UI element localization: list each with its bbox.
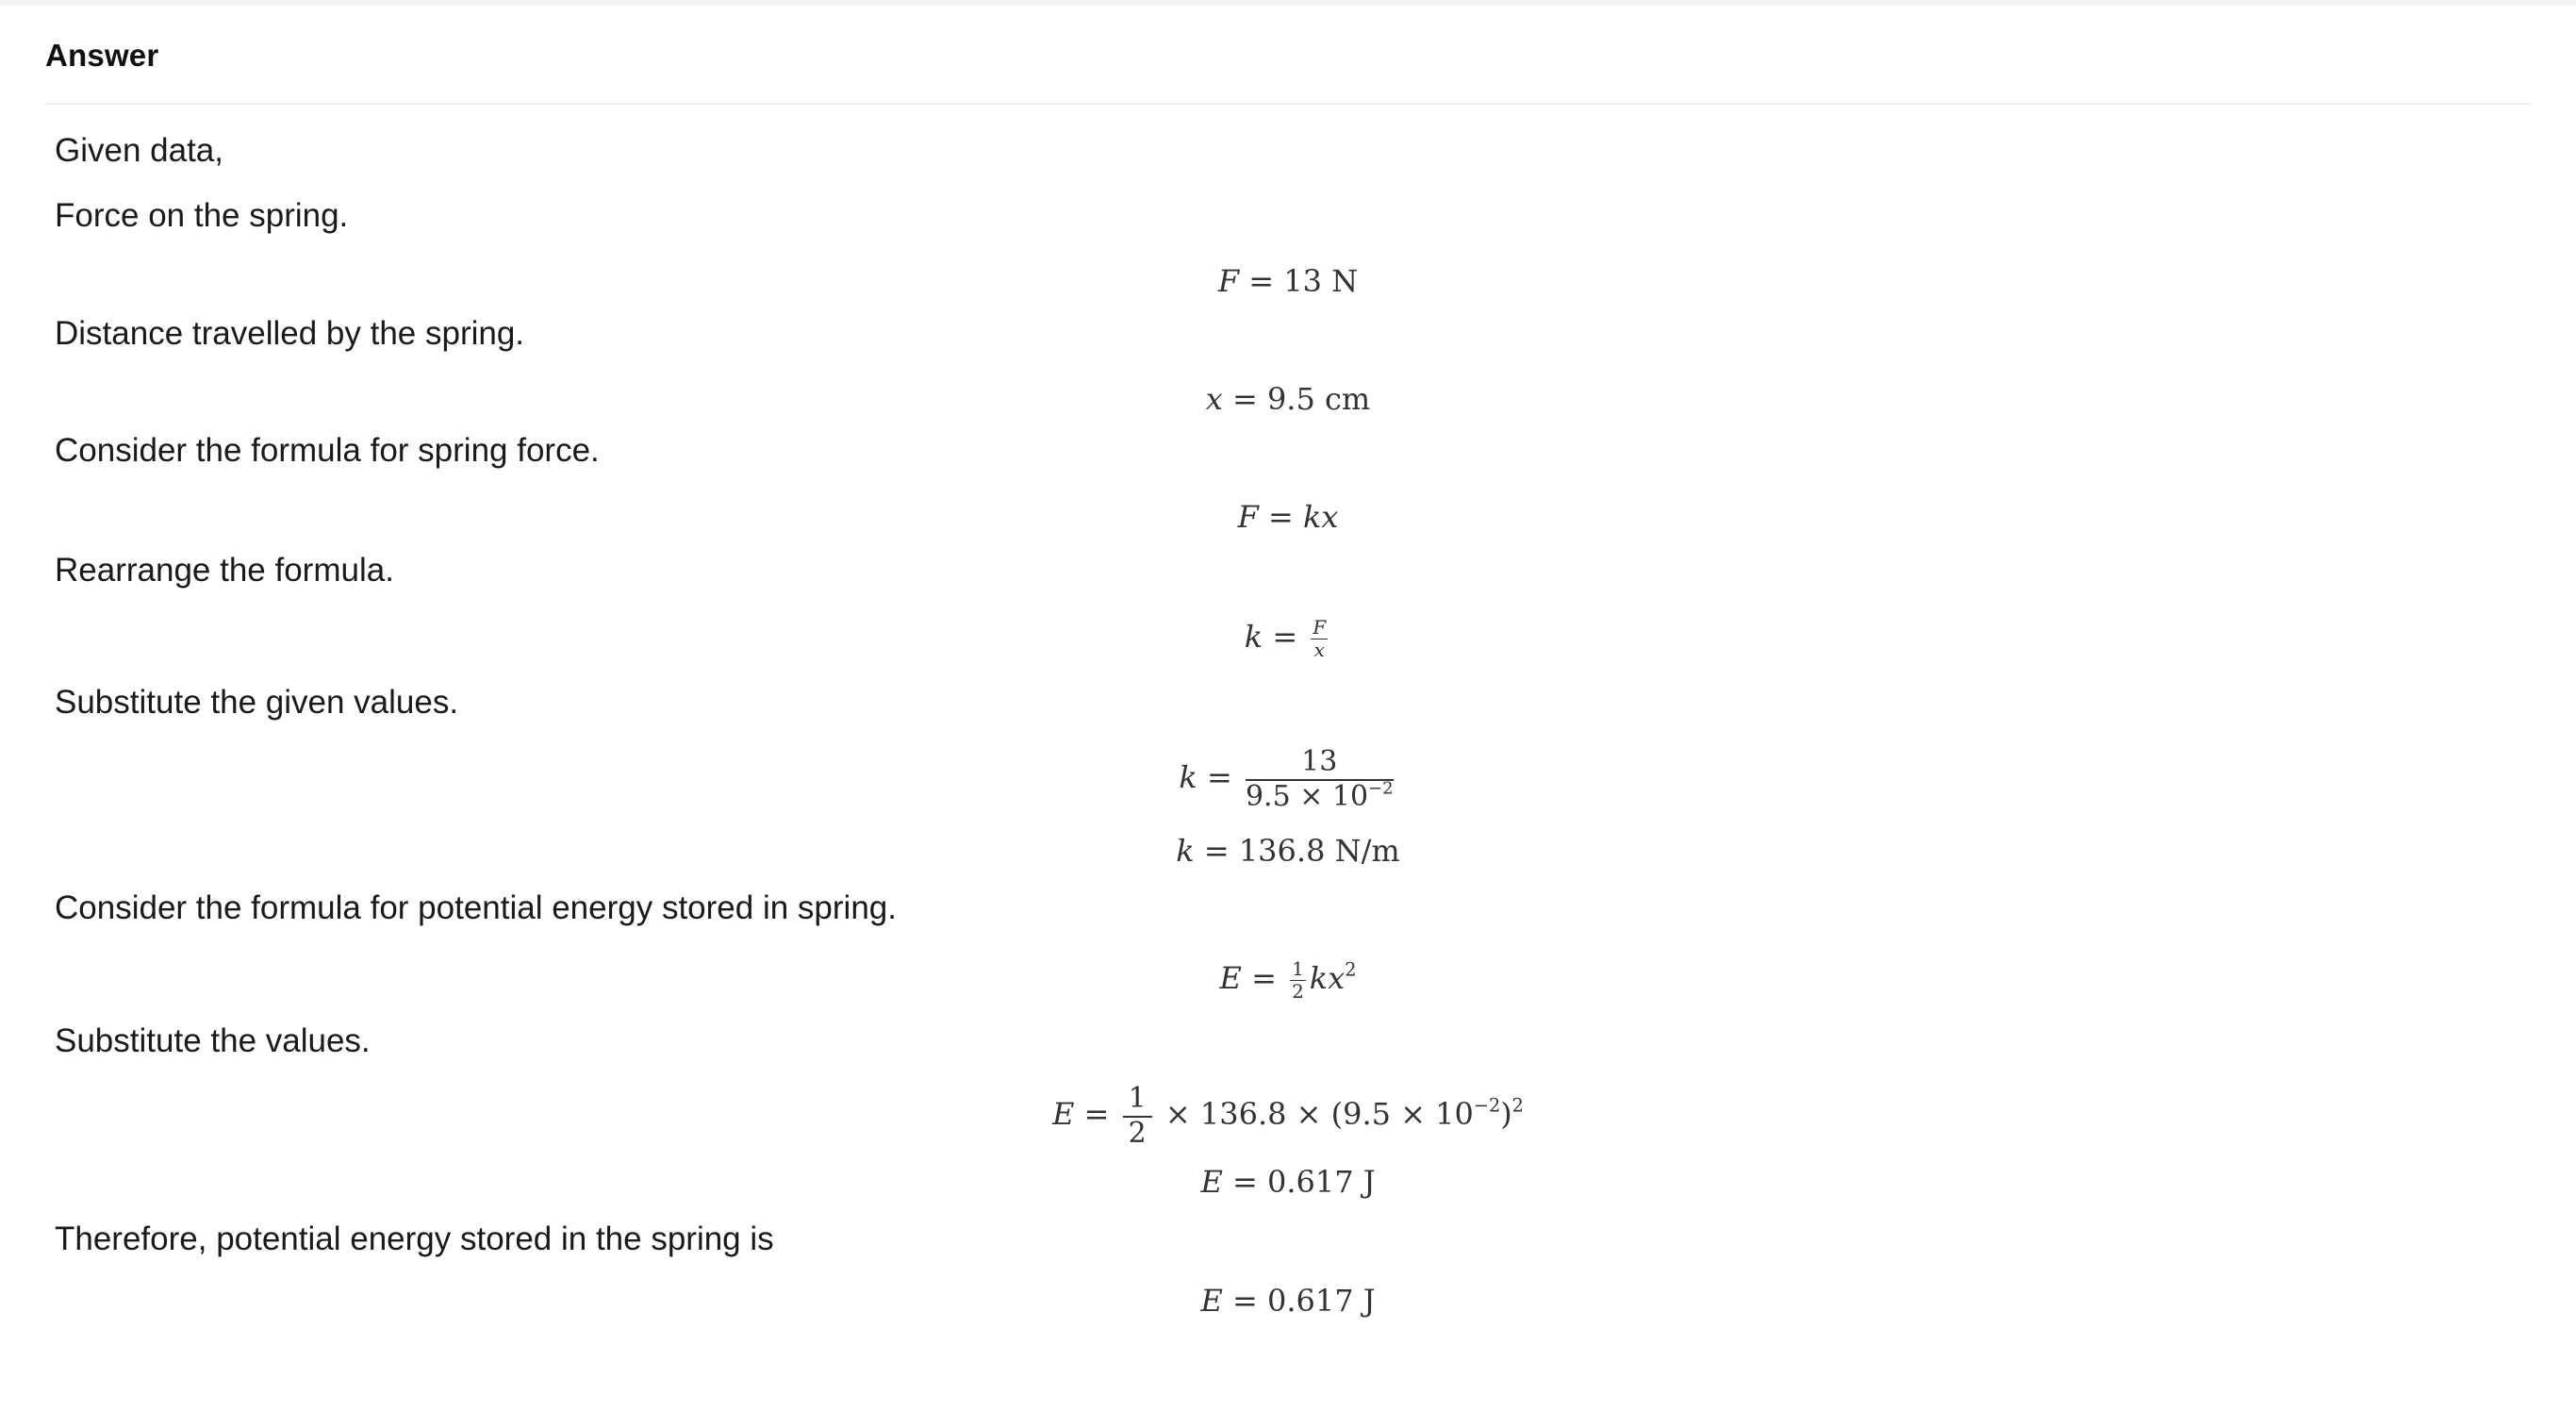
fraction-denominator: x [1313, 639, 1325, 661]
rearranged-equation [45, 617, 2531, 661]
spring-force-equation [45, 498, 2531, 536]
energy-substitution-equation [45, 1083, 2531, 1150]
e-sub-half-numerator: 1 [1123, 1083, 1152, 1118]
e-sub-lhs: E [1052, 1096, 1075, 1132]
force-symbol: F [1217, 263, 1240, 299]
k-sub-fraction [1246, 746, 1394, 813]
substitute-label: Substitute the given values. [55, 684, 459, 721]
formula-lhs: F [1237, 499, 1259, 535]
energy-lhs: E [1219, 960, 1242, 996]
k-sub-denominator [1245, 777, 1394, 814]
rearranged-lhs: k [1244, 619, 1263, 655]
energy-result-equation [45, 1163, 2531, 1201]
final-answer-equation [45, 1282, 2531, 1320]
conclusion-label: Therefore, potential energy stored in the spring is [55, 1220, 774, 1257]
formula-rhs: kx [1302, 499, 1339, 535]
e-sub-equals: = [1083, 1096, 1110, 1132]
heading-divider [45, 103, 2531, 105]
k-sub-equals: = [1206, 759, 1232, 795]
energy-rhs: kx [1309, 960, 1346, 996]
substitute-values-label: Substitute the values. [55, 1022, 371, 1059]
e-result-lhs: E [1200, 1164, 1223, 1200]
distance-symbol: x [1205, 381, 1223, 417]
k-substitution-equation [45, 746, 2531, 813]
e-sub-outer-exponent: 2 [1511, 1094, 1524, 1117]
given-data-text: Given data, [55, 132, 223, 169]
formula-equals: = [1267, 499, 1294, 535]
final-value: = 0.617 J [1231, 1283, 1376, 1319]
energy-formula-equation [45, 958, 2531, 1003]
k-sub-numerator: 13 [1246, 746, 1394, 781]
rearranged-fraction [1311, 617, 1328, 661]
distance-label: Distance travelled by the spring. [55, 315, 525, 352]
formula-label: Consider the formula for spring force. [55, 432, 600, 469]
force-equation [45, 262, 2531, 300]
e-sub-close-paren: ) [1500, 1096, 1512, 1132]
k-sub-den-base: 9.5 × 10 [1245, 779, 1369, 813]
e-result-value: = 0.617 J [1231, 1164, 1376, 1200]
e-sub-half-denominator: 2 [1128, 1116, 1147, 1150]
energy-exponent: 2 [1345, 958, 1357, 981]
energy-half-numerator: 1 [1292, 957, 1304, 980]
answer-card [45, 6, 2531, 1420]
answer-heading: Answer [45, 38, 159, 73]
energy-half-fraction [1290, 958, 1306, 1003]
e-sub-half-fraction [1123, 1083, 1152, 1150]
k-sub-lhs: k [1179, 759, 1197, 795]
k-result-value: = 136.8 N/m [1203, 833, 1400, 869]
force-label: Force on the spring. [55, 197, 349, 234]
k-result-equation [45, 832, 2531, 870]
energy-formula-label: Consider the formula for potential energy stored in spring. [55, 889, 897, 926]
e-sub-inner-exponent: −2 [1473, 1094, 1501, 1117]
energy-equals: = [1251, 960, 1277, 996]
k-sub-den-exponent: −2 [1368, 777, 1394, 798]
force-value: = 13 N [1248, 263, 1359, 299]
energy-half-denominator: 2 [1292, 980, 1304, 1003]
fraction-numerator: F [1313, 616, 1327, 639]
e-sub-middle: × 136.8 × (9.5 × 10 [1164, 1096, 1474, 1132]
k-result-lhs: k [1176, 833, 1195, 869]
distance-value: = 9.5 cm [1231, 381, 1371, 417]
final-lhs: E [1200, 1283, 1223, 1319]
rearrange-label: Rearrange the formula. [55, 552, 394, 589]
rearranged-equals: = [1272, 619, 1298, 655]
distance-equation [45, 380, 2531, 418]
